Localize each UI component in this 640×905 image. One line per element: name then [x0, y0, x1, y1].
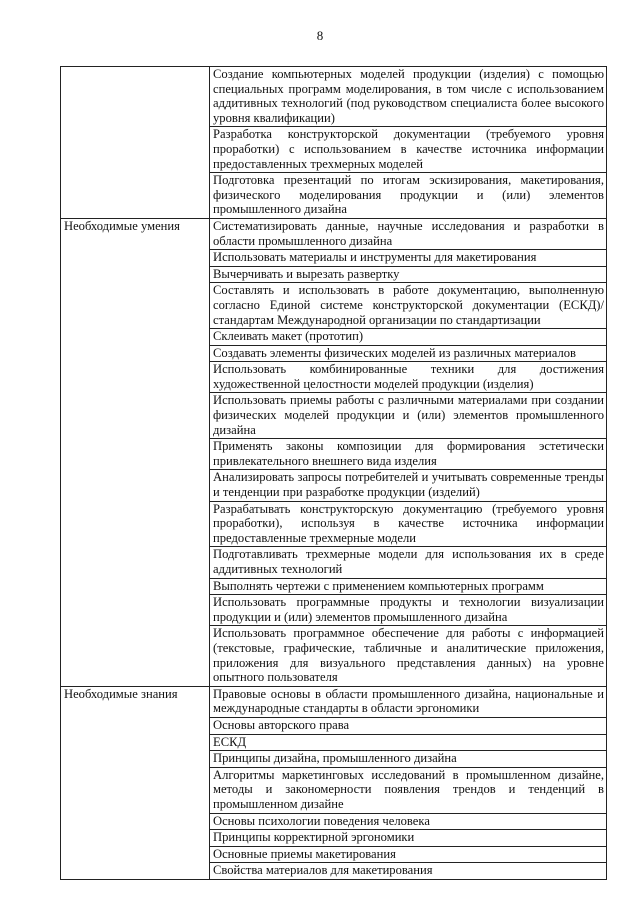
table-cell-item: Принципы дизайна, промышленного дизайна — [210, 751, 607, 768]
table-cell-item: ЕСКД — [210, 734, 607, 751]
section-label-knowledge: Необходимые знания — [61, 686, 210, 879]
table-cell-item: Принципы корректирной эргономики — [210, 830, 607, 847]
table-row — [61, 686, 607, 717]
table-cell-item: Выполнять чертежи с применением компьютерных программ — [210, 578, 607, 595]
table-cell-item: Алгоритмы маркетинговых исследований в промышленном дизайне, методы и закономерности появления трендов и тенденций в промышленном дизайне — [210, 767, 607, 813]
table-cell-item: Использовать комбинированные техники для достижения художественной целостности моделей продукции (изделия) — [210, 362, 607, 393]
table-cell-item: Составлять и использовать в работе документацию, выполненную согласно Единой системе конструкторской документации (ЕСКД)/стандартам Международной организации по стандартизации — [210, 283, 607, 329]
table-cell-item: Основы авторского права — [210, 717, 607, 734]
table-cell-item: Применять законы композиции для формирования эстетически привлекательного внешнего вида изделия — [210, 439, 607, 470]
table-cell-item: Использовать приемы работы с различными материалами при создании физических моделей продукции и (или) элементов промышленного дизайна — [210, 393, 607, 439]
table-row — [61, 218, 607, 249]
table-cell-item: Использовать программные продукты и технологии визуализации продукции и (или) элементов промышленного дизайна — [210, 595, 607, 626]
table-cell-item: Основные приемы макетирования — [210, 846, 607, 863]
table-cell-item: Основы психологии поведения человека — [210, 813, 607, 830]
table-cell-item: Анализировать запросы потребителей и учитывать современные тренды и тенденции при разработке продукции (изделий) — [210, 470, 607, 501]
table-cell-item: Систематизировать данные, научные исследования и разработки в области промышленного дизайна — [210, 218, 607, 249]
table-cell-item: Склеивать макет (прототип) — [210, 329, 607, 346]
table-cell-item: Подготавливать трехмерные модели для использования их в среде аддитивных технологий — [210, 547, 607, 578]
table-cell-item: Разработка конструкторской документации (требуемого уровня проработки) с использованием в качестве источника информации предоставленных трехмерных моделей — [210, 127, 607, 173]
table-cell-item: Использовать материалы и инструменты для макетирования — [210, 250, 607, 267]
table-cell-item: Вычерчивать и вырезать развертку — [210, 266, 607, 283]
table-row — [61, 67, 607, 127]
table-cell-item: Разрабатывать конструкторскую документацию (требуемого уровня проработки), используя в качестве источника информации предоставленные трехмерные модели — [210, 501, 607, 547]
section-label-skills: Необходимые умения — [61, 218, 210, 686]
table-cell-item: Использовать программное обеспечение для работы с информацией (текстовые, графические, табличные и аналитические приложения, приложения для визуального представления данных) на уровне опытного пользователя — [210, 626, 607, 686]
table-cell-item: Свойства материалов для макетирования — [210, 863, 607, 880]
page-number: 8 — [316, 28, 324, 43]
table-cell-item: Правовые основы в области промышленного дизайна, национальные и международные стандарты в области эргономики — [210, 686, 607, 717]
table-cell-item: Создавать элементы физических моделей из различных материалов — [210, 345, 607, 362]
table-cell-item: Создание компьютерных моделей продукции (изделия) с помощью специальных программ моделирования, в том числе с использованием аддитивных технологий (под руководством специалиста более высокого уровня квалификации) — [210, 67, 607, 127]
requirements-table — [60, 66, 607, 880]
section-label-continuation — [61, 67, 210, 219]
table-cell-item: Подготовка презентаций по итогам эскизирования, макетирования, физического моделирования продукции и (или) элементов промышленного дизайна — [210, 173, 607, 219]
